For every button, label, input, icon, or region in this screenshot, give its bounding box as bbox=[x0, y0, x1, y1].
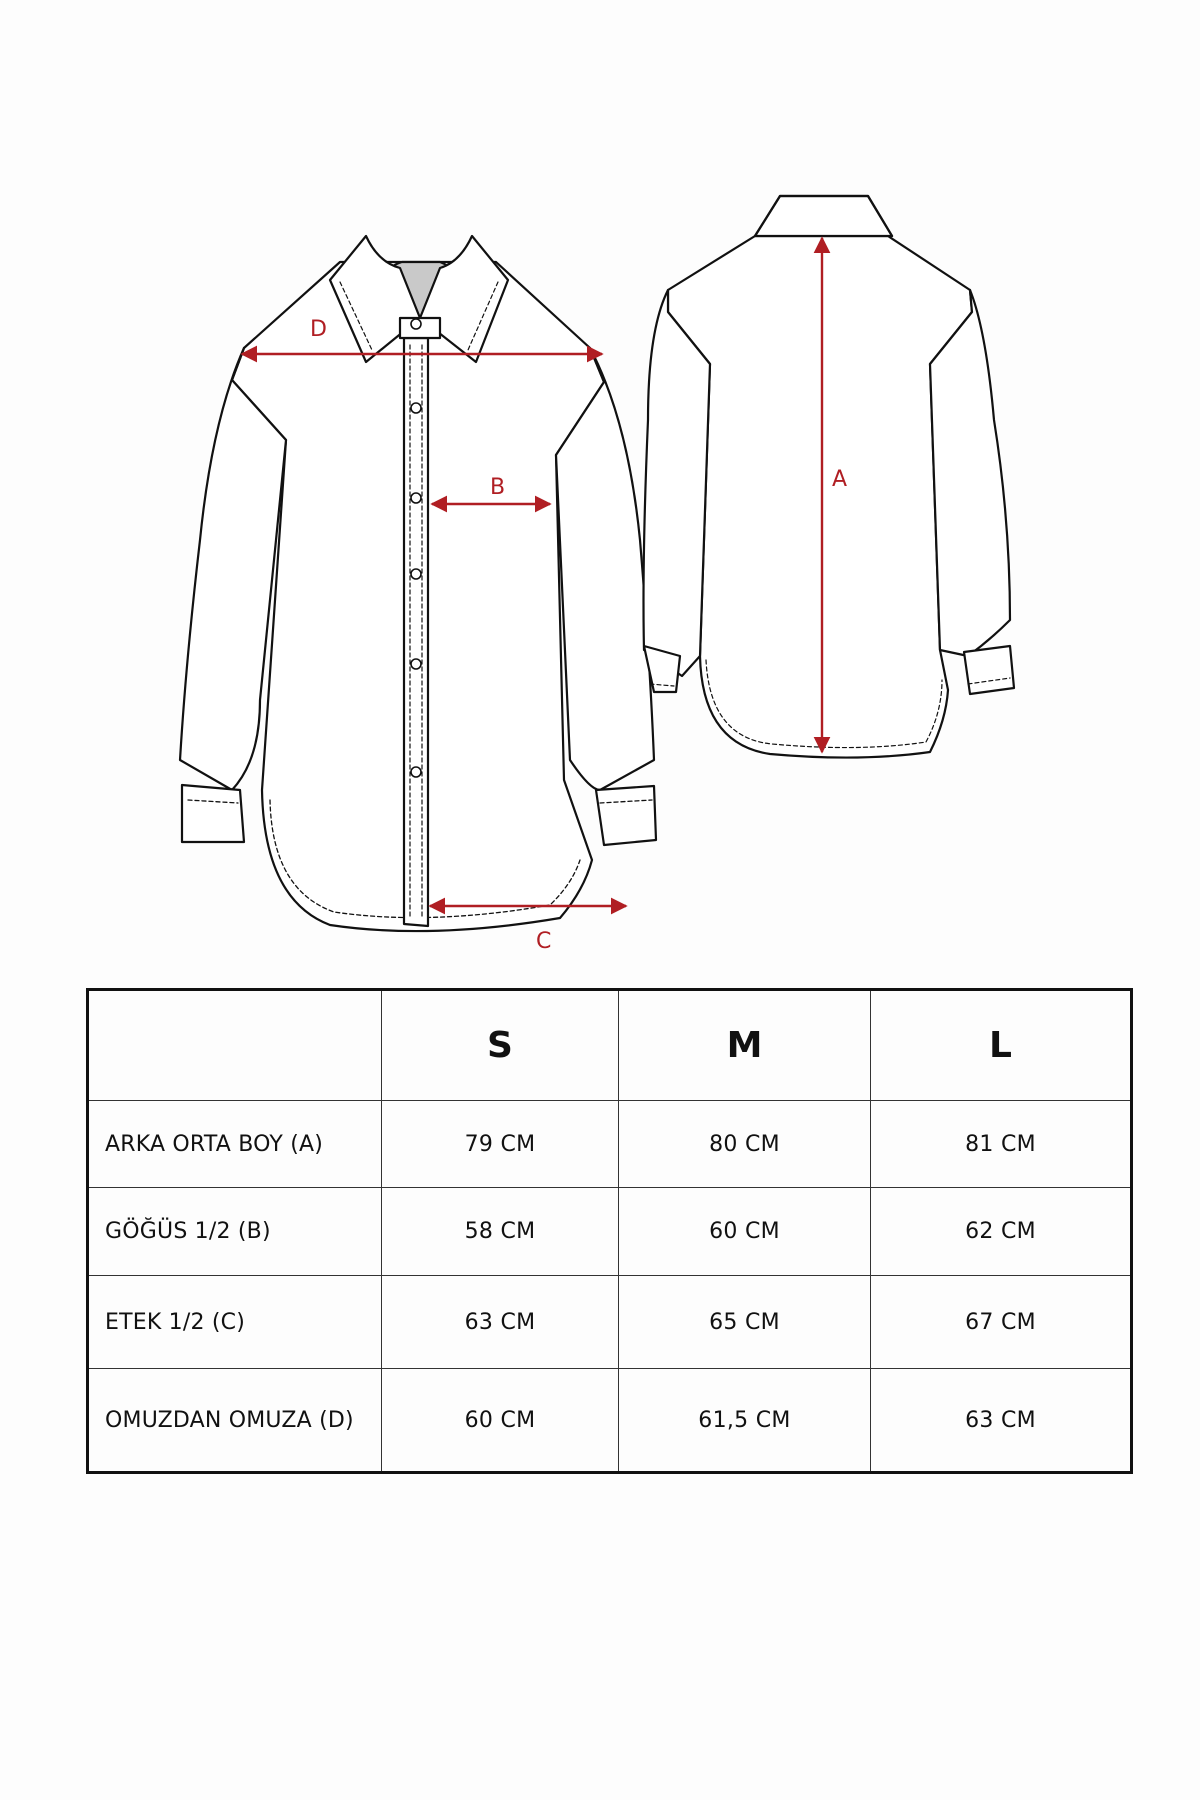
measure-label-c: C bbox=[536, 929, 552, 954]
value-cell: 81 CM bbox=[871, 1101, 1132, 1188]
value-cell: 65 CM bbox=[619, 1276, 871, 1369]
button-icon bbox=[411, 319, 421, 329]
button-icon bbox=[411, 659, 421, 669]
shirt-front-view bbox=[180, 236, 656, 931]
button-icon bbox=[411, 403, 421, 413]
value-cell: 60 CM bbox=[382, 1369, 619, 1473]
table-row bbox=[88, 1369, 1132, 1473]
value-cell: 60 CM bbox=[619, 1188, 871, 1276]
button-icon bbox=[411, 493, 421, 503]
value-cell: 63 CM bbox=[382, 1276, 619, 1369]
value-cell: 63 CM bbox=[871, 1369, 1132, 1473]
table-row bbox=[88, 1188, 1132, 1276]
size-header-row bbox=[88, 990, 1132, 1101]
value-cell: 61,5 CM bbox=[619, 1369, 871, 1473]
row-label-shoulder: OMUZDAN OMUZA (D) bbox=[88, 1369, 382, 1473]
row-label-chest: GÖĞÜS 1/2 (B) bbox=[88, 1188, 382, 1276]
table-row bbox=[88, 1276, 1132, 1369]
value-cell: 58 CM bbox=[382, 1188, 619, 1276]
row-label-back-length: ARKA ORTA BOY (A) bbox=[88, 1101, 382, 1188]
value-cell: 62 CM bbox=[871, 1188, 1132, 1276]
size-s-header: S bbox=[382, 990, 619, 1101]
table-corner-cell bbox=[88, 990, 382, 1101]
shirt-back-view bbox=[644, 196, 1015, 758]
row-label-hem: ETEK 1/2 (C) bbox=[88, 1276, 382, 1369]
measure-label-a: A bbox=[832, 467, 848, 492]
button-icon bbox=[411, 767, 421, 777]
size-m-header: M bbox=[619, 990, 871, 1101]
value-cell: 80 CM bbox=[619, 1101, 871, 1188]
value-cell: 79 CM bbox=[382, 1101, 619, 1188]
size-table bbox=[86, 988, 1133, 1474]
value-cell: 67 CM bbox=[871, 1276, 1132, 1369]
size-l-header: L bbox=[871, 990, 1132, 1101]
button-icon bbox=[411, 569, 421, 579]
measure-label-d: D bbox=[310, 317, 327, 342]
measure-label-b: B bbox=[490, 475, 506, 500]
table-row bbox=[88, 1101, 1132, 1188]
